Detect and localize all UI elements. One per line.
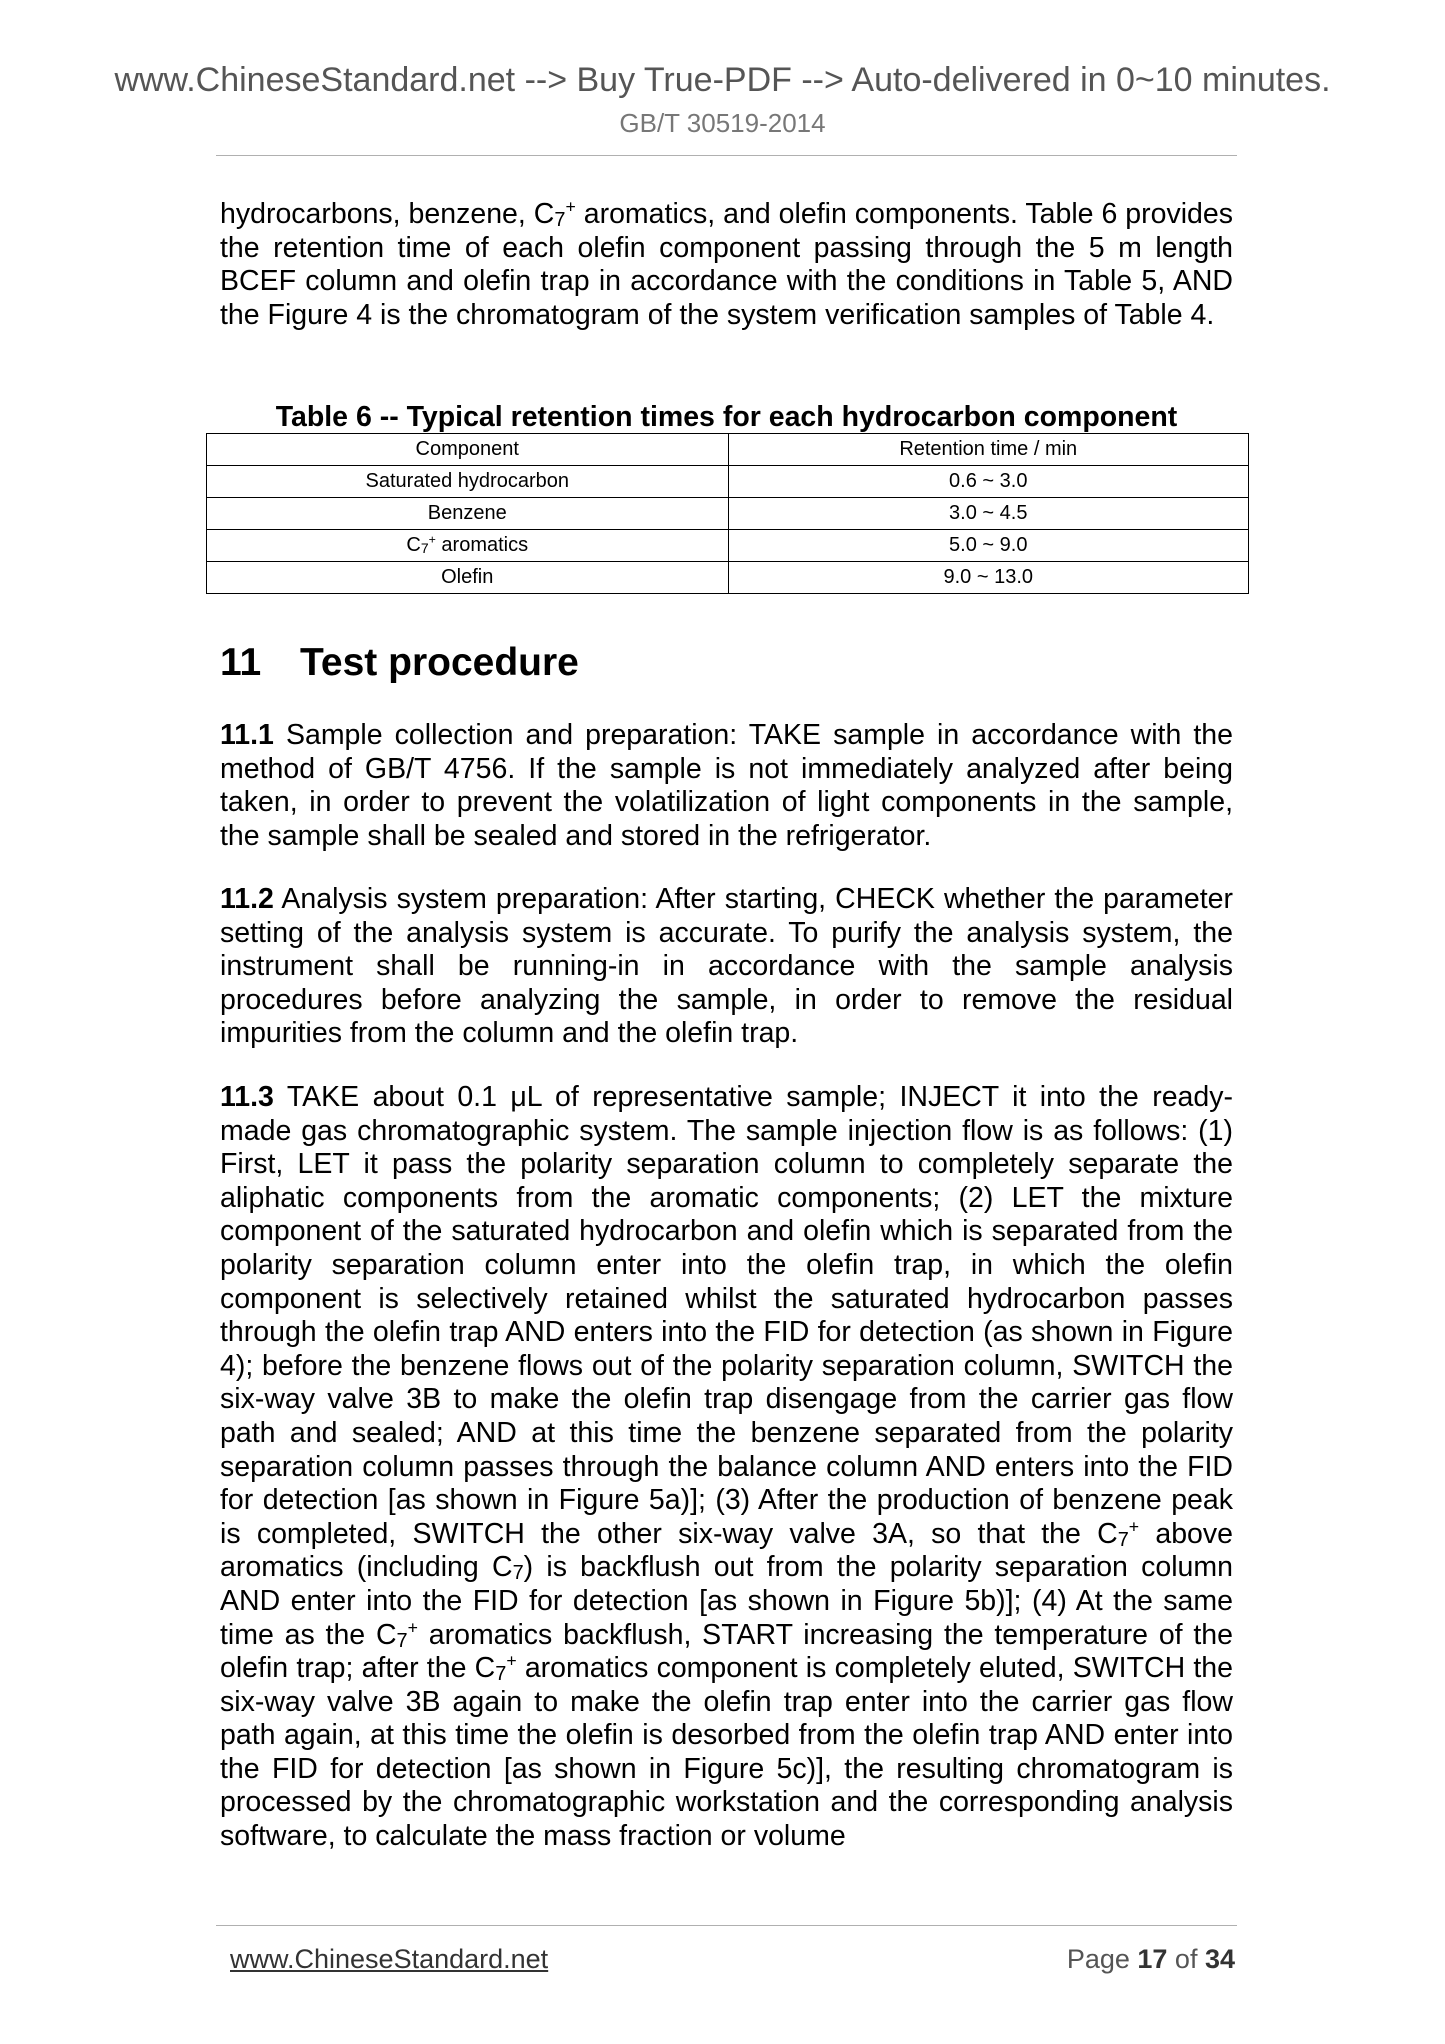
table-cell: $C_7^+$ aromatics bbox=[207, 530, 729, 562]
intro-paragraph: hydrocarbons, benzene, $C_7^+$ aromatics, and olefin components. Table 6 provides the retention time of each olefin component passing through the 5 m length BCEF column and olefin trap in accordance with the conditions in Table 5, AND the Figure 4 is the chromatogram of the system verification samples of Table 4. bbox=[220, 196, 1233, 331]
table-row bbox=[207, 466, 1249, 498]
page-indicator: Page 17 of 34 bbox=[1066, 1944, 1235, 1974]
clause-11-2: 11.2 Analysis system preparation: After starting, CHECK whether the parameter setting of the analysis system is accurate. To purify the analysis system, the instrument shall be running-in in accordance with the sample analysis procedures before analyzing the sample, in order to remove the residual impurities from the column and the olefin trap. bbox=[220, 883, 1233, 1050]
table-cell: Saturated hydrocarbon bbox=[207, 466, 729, 498]
table-cell: 9.0 ~ 13.0 bbox=[728, 562, 1249, 594]
table-caption: Table 6 -- Typical retention times for each hydrocarbon component bbox=[275, 401, 1178, 433]
clause-11-1: 11.1 Sample collection and preparation: TAKE sample in accordance with the method of GB/T 4756. If the sample is not immediately analyzed after being taken, in order to prevent the volatilization of light components in the sample, the sample shall be sealed and stored in the refrigerator. bbox=[220, 719, 1233, 852]
standard-id: GB/T 30519-2014 bbox=[619, 108, 826, 138]
table-cell: 0.6 ~ 3.0 bbox=[728, 466, 1249, 498]
table-cell: Olefin bbox=[207, 562, 729, 594]
table-header-row bbox=[207, 434, 1249, 466]
column-header: Component bbox=[207, 434, 729, 466]
footer-site-link[interactable]: www.ChineseStandard.net bbox=[230, 1944, 549, 1974]
table-cell: 3.0 ~ 4.5 bbox=[728, 498, 1249, 530]
table-row bbox=[207, 530, 1249, 562]
table-cell: Benzene bbox=[207, 498, 729, 530]
column-header: Retention time / min bbox=[728, 434, 1249, 466]
clause-11-3: 11.3 TAKE about 0.1 μL of representative sample; INJECT it into the ready-made gas chromatographic system. The sample injection flow is as follows: (1) First, LET it pass the polarity separation column to completely separate the aliphatic components from the aromatic components; (2) LET the mixture component of the saturated hydrocarbon and olefin which is separated from the polarity separation column enter into the olefin trap, in which the olefin component is selectively retained whilst the saturated hydrocarbon passes through the olefin trap AND enters into the FID for detection (as shown in Figure 4); before the benzene flows out of the polarity separation column, SWITCH the six-way valve 3B to make the olefin trap disengage from the carrier gas flow path and sealed; AND at this time the benzene separated from the polarity separation column passes through the balance column AND enters into the FID for detection [as shown in Figure 5a)]; (3) After the production of benzene peak is completed, SWITCH the other six-way valve 3A, so that the $C_7^+$ above aromatics (including $C_7$) is backflush out from the polarity separation column AND enter into the FID for detection [as shown in Figure 5b)]; (4) At the same time as the $C_7^+$ aromatics backflush, START increasing the temperature of the olefin trap; after the $C_7^+$ aromatics component is completely eluted, SWITCH the six-way valve 3B again to make the olefin trap enter into the carrier gas flow path again, at this time the olefin is desorbed from the olefin trap AND enter into the FID for detection [as shown in Figure 5c)], the resulting chromatogram is processed by the chromatographic workstation and the corresponding analysis software, to calculate the mass fraction or volume bbox=[220, 1081, 1233, 1853]
retention-time-table bbox=[206, 433, 1249, 594]
header-banner: www.ChineseStandard.net --> Buy True-PDF --> Auto-delivered in 0~10 minutes. bbox=[114, 61, 1331, 99]
footer-divider bbox=[216, 1925, 1237, 1926]
table-row bbox=[207, 562, 1249, 594]
section-heading: 11 Test procedure bbox=[220, 641, 579, 684]
table-cell: 5.0 ~ 9.0 bbox=[728, 530, 1249, 562]
header-divider bbox=[216, 155, 1237, 156]
table-row bbox=[207, 498, 1249, 530]
